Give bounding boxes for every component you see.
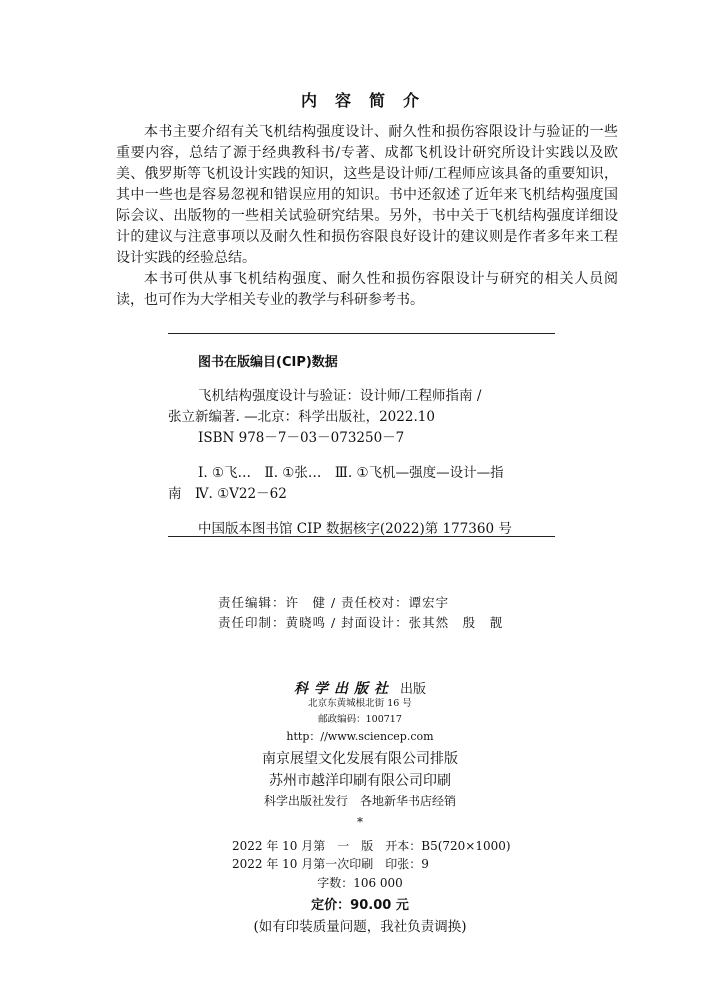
cip-heading: 图书在版编目(CIP)数据 [198, 355, 338, 370]
editorial-credits [218, 593, 503, 633]
price: 定价：90.00 元 [311, 898, 409, 913]
publisher-postcode: 邮政编码：100717 [318, 714, 402, 725]
publisher-address: 北京东黄城根北街 16 号 [308, 698, 412, 709]
publisher-suffix: 出版 [399, 682, 426, 697]
cip-title-line: 张立新编著. —北京：科学出版社，2022.10 [168, 409, 435, 425]
cip-data-block [168, 351, 555, 540]
cip-classification: Ⅰ. ①飞… Ⅱ. ①张… Ⅲ. ①飞机—强度—设计—指 [198, 465, 504, 481]
cip-library-number: 中国版本图书馆 CIP 数据核字(2022)第 177360 号 [198, 521, 512, 537]
cip-bottom-rule [168, 536, 555, 537]
summary-paragraph: 本书可供从事飞机结构强度、耐久性和损伤容限设计与研究的相关人员阅读，也可作为大学相关专业的教学与科研参考书。 [116, 271, 618, 308]
cip-top-rule [168, 333, 555, 334]
cip-title-line: 飞机结构强度设计与验证：设计师/工程师指南 / [198, 388, 482, 404]
credits-line: 责任编辑：许 健 / 责任校对：谭宏宇 [218, 595, 450, 610]
summary-paragraph: 本书主要介绍有关飞机结构强度设计、耐久性和损伤容限设计与验证的一些重要内容，总结了源于经典教科书/专著、成都飞机设计研究所设计实践以及欧美、俄罗斯等飞机设计实践的知识，这些是设计师/工程师应该具备的重要知识，其中一些也是容易忽视和错误应用的知识。书中还叙述了近年来飞机结构强度国际会议、出版物的一些相关试验研究结果。另外，书中关于飞机结构强度详细设计的建议与注意事项以及耐久性和损伤容限良好设计的建议则是作者多年来工程设计实践的经验总结。 [116, 124, 618, 266]
distribution: 科学出版社发行 各地新华书店经销 [263, 794, 456, 808]
edition-line: 2022 年 10 月第一次印刷 印张：9 [232, 857, 429, 871]
edition-line: 2022 年 10 月第 一 版 开本：B5(720×1000) [232, 839, 511, 853]
edition-info [232, 837, 511, 873]
publisher-logo: 科学出版社 [293, 681, 394, 697]
quality-note: (如有印装质量问题，我社负责调换) [253, 919, 467, 935]
credits-line: 责任印制：黄晓鸣 / 封面设计：张其然 殷 靓 [218, 615, 504, 630]
typesetter: 南京展望文化发展有限公司排版 [262, 751, 458, 767]
section-title: 内容简介 [300, 91, 437, 110]
separator-star: * [357, 815, 363, 829]
cip-classification: 南 Ⅳ. ①V22－62 [168, 486, 287, 502]
printer: 苏州市越洋印刷有限公司印刷 [269, 773, 451, 789]
word-count: 字数：106 000 [317, 876, 403, 890]
book-summary [116, 122, 618, 311]
publisher-line [0, 678, 720, 698]
publisher-website: http：//www.sciencep.com [286, 730, 434, 743]
cip-isbn: ISBN 978－7－03－073250－7 [198, 430, 405, 446]
